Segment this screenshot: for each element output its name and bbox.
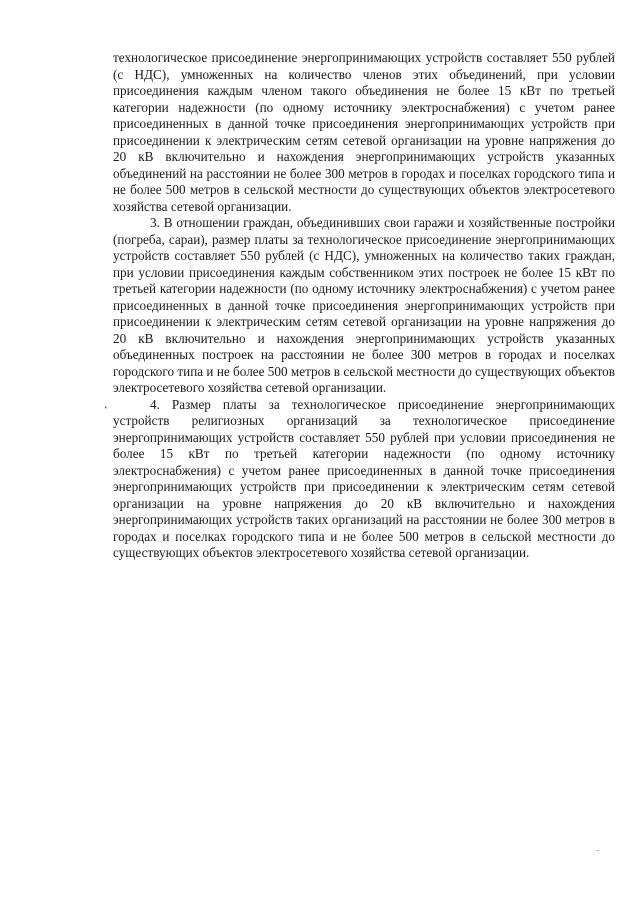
margin-tick-mark: ‘ (104, 404, 108, 416)
scan-edge-mark (596, 850, 599, 851)
paragraph-continued: технологическое присоединение энергопринимающих устройств составляет 550 рублей (с НДС), умноженных на количество членов этих объединений, при условии присоединения каждым членом такого объединения не более 15 кВт по третьей категории надежности (по одному источнику электроснабжения) с учетом ранее присоединенных в данной точке присоединения энергопринимающих устройств при присоединении к электрическим сетям сетевой организации на уровне напряжения до 20 кВ включительно и нахождения энергопринимающих устройств указанных объединений на расстоянии не более 300 метров в городах и поселках городского типа и не более 500 метров в сельской местности до существующих объектов электросетевого хозяйства сетевой организации. (113, 50, 615, 214)
paragraph-4: 4. Размер платы за технологическое присоединение энергопринимающих устройств религиозных организаций за технологическое присоединение энергопринимающих устройств составляет 550 рублей при условии присоединения не более 15 кВт по третьей категории надежности (по одному источнику электроснабжения) с учетом ранее присоединенных в данной точке присоединения энергопринимающих устройств при присоединении к электрическим сетям сетевой организации на уровне напряжения до 20 кВ включительно и нахождения энергопринимающих устройств таких организаций на расстоянии не более 300 метров в городах и поселках городского типа и не более 500 метров в сельской местности до существующих объектов электросетевого хозяйства сетевой организации. (113, 396, 615, 560)
paragraph-3: 3. В отношении граждан, объединивших свои гаражи и хозяйственные постройки (погреба, сараи), размер платы за технологическое присоединение энергопринимающих устройств составляет 550 рублей (с НДС), умноженных на количество таких граждан, при условии присоединения каждым собственником этих построек не более 15 кВт по третьей категории надежности (по одному источнику электроснабжения) с учетом ранее присоединенных в данной точке присоединения энергопринимающих устройств при присоединении к электрическим сетям сетевой организации на уровне напряжения до 20 кВ включительно и нахождения энергопринимающих устройств указанных объединенных построек на расстоянии не более 300 метров в городах и поселках городского типа и не более 500 метров в сельской местности до существующих объектов электросетевого хозяйства сетевой организации. (113, 215, 615, 395)
document-body (113, 50, 615, 562)
